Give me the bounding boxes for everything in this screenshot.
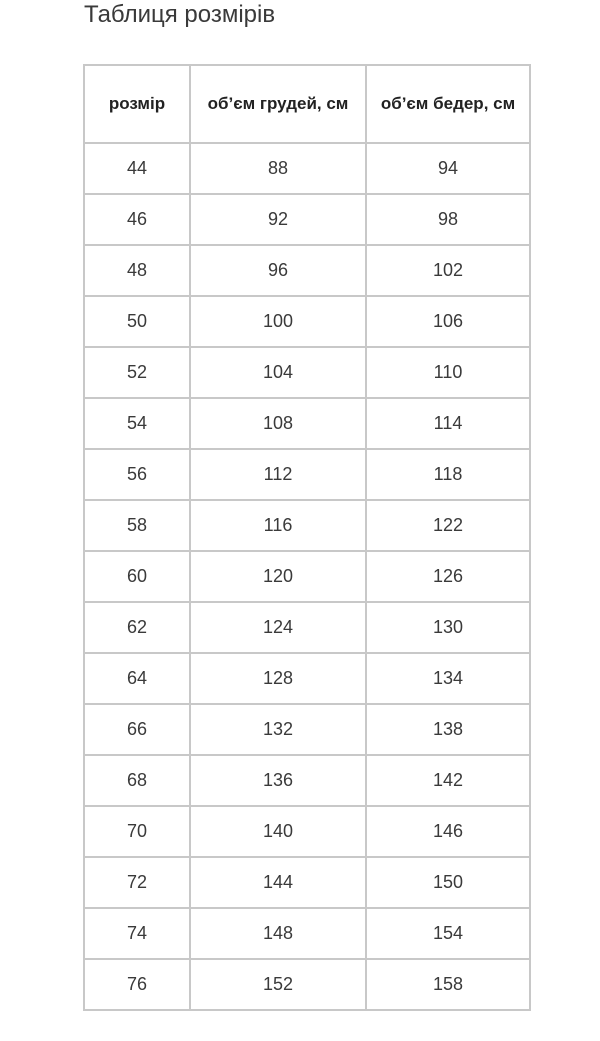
cell-hips: 134	[366, 653, 530, 704]
cell-size: 66	[84, 704, 190, 755]
table-row	[84, 398, 530, 449]
cell-hips: 154	[366, 908, 530, 959]
table-row	[84, 806, 530, 857]
size-table	[83, 64, 531, 1011]
table-row	[84, 194, 530, 245]
table-row	[84, 653, 530, 704]
cell-hips: 102	[366, 245, 530, 296]
cell-size: 68	[84, 755, 190, 806]
cell-size: 46	[84, 194, 190, 245]
table-row	[84, 755, 530, 806]
cell-hips: 110	[366, 347, 530, 398]
cell-chest: 116	[190, 500, 366, 551]
header-chest: об’єм грудей, см	[190, 65, 366, 143]
cell-hips: 114	[366, 398, 530, 449]
cell-size: 50	[84, 296, 190, 347]
cell-hips: 158	[366, 959, 530, 1010]
cell-size: 58	[84, 500, 190, 551]
table-row	[84, 143, 530, 194]
cell-size: 44	[84, 143, 190, 194]
cell-size: 64	[84, 653, 190, 704]
cell-hips: 94	[366, 143, 530, 194]
cell-size: 56	[84, 449, 190, 500]
header-size: розмір	[84, 65, 190, 143]
cell-chest: 136	[190, 755, 366, 806]
cell-chest: 108	[190, 398, 366, 449]
cell-chest: 104	[190, 347, 366, 398]
cell-hips: 106	[366, 296, 530, 347]
cell-hips: 122	[366, 500, 530, 551]
table-row	[84, 347, 530, 398]
cell-size: 74	[84, 908, 190, 959]
cell-hips: 118	[366, 449, 530, 500]
table-row	[84, 704, 530, 755]
table-row	[84, 908, 530, 959]
cell-size: 62	[84, 602, 190, 653]
cell-chest: 144	[190, 857, 366, 908]
cell-size: 54	[84, 398, 190, 449]
cell-chest: 132	[190, 704, 366, 755]
table-row	[84, 551, 530, 602]
table-row	[84, 296, 530, 347]
cell-hips: 138	[366, 704, 530, 755]
cell-size: 60	[84, 551, 190, 602]
cell-size: 48	[84, 245, 190, 296]
cell-chest: 148	[190, 908, 366, 959]
cell-chest: 140	[190, 806, 366, 857]
cell-size: 52	[84, 347, 190, 398]
table-row	[84, 959, 530, 1010]
cell-chest: 88	[190, 143, 366, 194]
cell-chest: 120	[190, 551, 366, 602]
page-title: Таблиця розмірів	[84, 1, 276, 28]
cell-hips: 130	[366, 602, 530, 653]
table-row	[84, 449, 530, 500]
cell-hips: 150	[366, 857, 530, 908]
header-hips: об’єм бедер, см	[366, 65, 530, 143]
cell-chest: 92	[190, 194, 366, 245]
table-header-row	[84, 65, 530, 143]
cell-chest: 96	[190, 245, 366, 296]
cell-chest: 152	[190, 959, 366, 1010]
cell-chest: 124	[190, 602, 366, 653]
cell-chest: 128	[190, 653, 366, 704]
cell-hips: 98	[366, 194, 530, 245]
table-row	[84, 857, 530, 908]
cell-hips: 146	[366, 806, 530, 857]
table-row	[84, 602, 530, 653]
cell-chest: 100	[190, 296, 366, 347]
cell-size: 72	[84, 857, 190, 908]
cell-chest: 112	[190, 449, 366, 500]
table-row	[84, 245, 530, 296]
cell-size: 76	[84, 959, 190, 1010]
cell-hips: 142	[366, 755, 530, 806]
cell-size: 70	[84, 806, 190, 857]
cell-hips: 126	[366, 551, 530, 602]
table-row	[84, 500, 530, 551]
